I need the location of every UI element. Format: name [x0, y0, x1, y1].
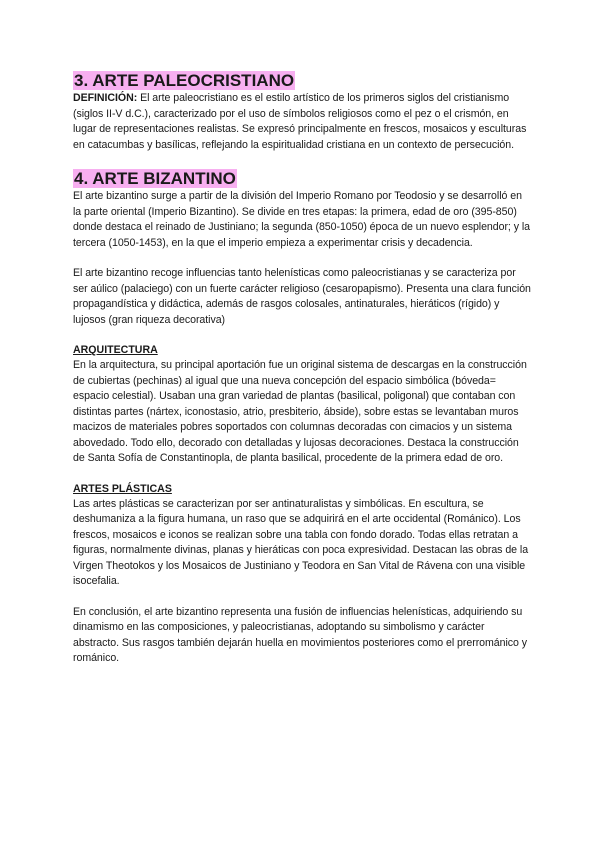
definition-label: DEFINICIÓN: [73, 92, 138, 104]
section-title-bizantino: 4. ARTE BIZANTINO [74, 169, 236, 188]
bizantino-influences-paragraph: El arte bizantino recoge influencias tanto helenísticas como paleocristianas y se caracteriza por ser aúlico (palaciego) con un fuerte carácter religioso (cesaropapismo). Presenta una clara función propagandística y didáctica, además de rasgos colosales, antinaturales, hieráticos (rígido) y lujosos (gran riqueza decorativa) [73, 267, 531, 326]
bizantino-intro-paragraph: El arte bizantino surge a partir de la división del Imperio Romano por Teodosio y se desarrolló en la parte oriental (Imperio Bizantino). Se divide en tres etapas: la primera, edad de oro (395-850) donde destaca el reinado de Justiniano; la segunda (850-1050) época de un nuevo esplendor; y la tercera (1050-1453), en la que el imperio empieza a experimentar crisis y decadencia. [73, 190, 531, 249]
architecture-subtitle: ARQUITECTURA [73, 344, 158, 356]
definition-text: El arte paleocristiano es el estilo artístico de los primeros siglos del cristianismo (siglos II-V d.C.), caracterizado por el uso de símbolos religiosos como el pez o el crismón, en lugar de representaciones realistas. Se expresó principalmente en frescos, mosaicos y esculturas en catacumbas y basílicas, reflejando la espiritualidad cristiana en un contexto de persecución. [73, 92, 527, 151]
plastic-arts-paragraph: Las artes plásticas se caracterizan por ser antinaturalistas y simbólicas. En escultura, se deshumaniza a la figura humana, un raso que se adquirirá en el arte occidental (Románico). Los frescos, mosaicos e iconos se realizan sobre una tabla con fondo dorado. Todas ellas retratan a figuras, normalmente divinas, planas y hieráticas con poca expresividad. Destacan las obras de la Virgen Theotokos y los Mosaicos de Justiniano y Teodora en San Vital de Rávena con una visible isocefalia. [73, 497, 529, 587]
section-title-paleocristiano: 3. ARTE PALEOCRISTIANO [74, 71, 295, 90]
conclusion-paragraph: En conclusión, el arte bizantino representa una fusión de influencias helenísticas, adquiriendo su dinamismo en las composiciones, y paleocristianas, adoptando su simbolismo y carácter abstracto. Sus rasgos también dejarán huella en movimientos posteriores como el prerrománico y románico. [73, 605, 527, 664]
architecture-paragraph: En la arquitectura, su principal aportación fue un original sistema de descargas en la construcción de cubiertas (pechinas) al igual que una nueva concepción del espacio simbólica (bóveda= espacio celestial). Usaban una gran variedad de plantas (basilical, poligonal) que contaban con distintas partes (nártex, iconostasio, atrio, presbiterio, ábside), sobre estas se levantaban muros macizos de materiales pobres soportados con columnas decoradas con cimacios y un sistema abovedado. Todo ello, decorado con detalladas y lujosas decoraciones. Destaca la construcción de Santa Sofía de Constantinopla, de planta basilical, procedente de la primera edad de oro. [73, 359, 527, 464]
definition-paragraph [73, 91, 531, 153]
plastic-arts-subtitle: ARTES PLÁSTICAS [73, 482, 172, 495]
